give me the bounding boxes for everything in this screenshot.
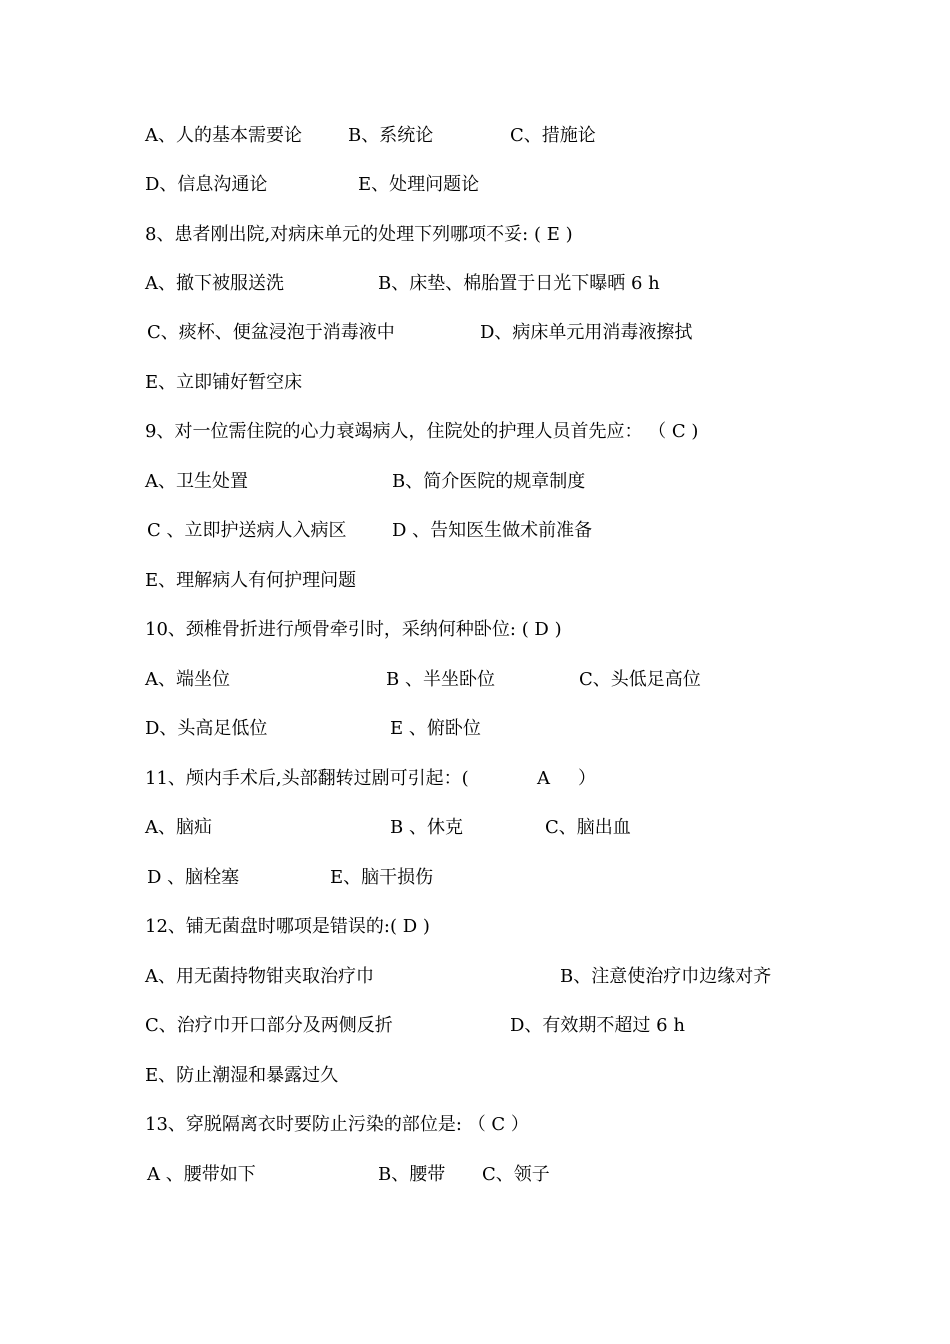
- option-d: D、有效期不超过 6 h: [510, 1015, 685, 1036]
- option-c: C、治疗巾开口部分及两侧反折: [145, 1015, 393, 1036]
- option-a: A、用无菌持物钳夹取治疗巾: [145, 966, 374, 987]
- option-line: [0, 368, 950, 398]
- option-line: [0, 121, 950, 151]
- option-d: D、头高足低位: [145, 718, 268, 739]
- question-line: [0, 615, 950, 645]
- option-c: C 、立即护送病人入病区: [147, 520, 347, 541]
- option-line: [0, 665, 950, 695]
- question-12: 12、铺无菌盘时哪项是错误的:( D ): [145, 916, 430, 937]
- option-e: E、脑干损伤: [330, 867, 434, 888]
- option-line: [0, 269, 950, 299]
- option-c: C、措施论: [510, 125, 596, 146]
- question-line: [0, 1110, 950, 1140]
- option-line: [0, 714, 950, 744]
- option-d: D、信息沟通论: [145, 174, 268, 195]
- option-a: A、端坐位: [145, 669, 230, 690]
- option-a: A、卫生处置: [145, 471, 248, 492]
- option-b: B、简介医院的规章制度: [392, 471, 586, 492]
- question-line: [0, 764, 950, 794]
- option-b: B、腰带: [378, 1164, 446, 1185]
- option-a: A、人的基本需要论: [145, 125, 302, 146]
- question-line: [0, 417, 950, 447]
- option-e: E 、俯卧位: [390, 718, 481, 739]
- option-c: C、脑出血: [545, 817, 631, 838]
- option-line: [0, 318, 950, 348]
- option-e: E、理解病人有何护理问题: [145, 570, 357, 591]
- question-9: 9、对一位需住院的心力衰竭病人，住院处的护理人员首先应： （ C ): [145, 421, 699, 442]
- option-line: [0, 170, 950, 200]
- option-d: D、病床单元用消毒液擦拭: [480, 322, 693, 343]
- option-a: A、撤下被服送洗: [145, 273, 284, 294]
- question-13: 13、穿脱隔离衣时要防止污染的部位是: （ C ）: [145, 1114, 529, 1135]
- closing-paren: ）: [578, 768, 596, 789]
- option-e: E、立即铺好暂空床: [145, 372, 303, 393]
- question-10: 10、颈椎骨折进行颅骨牵引时，采纳何种卧位: ( D ): [145, 619, 562, 640]
- option-line: [0, 863, 950, 893]
- option-b: B 、半坐卧位: [386, 669, 495, 690]
- option-a: A 、腰带如下: [147, 1164, 256, 1185]
- question-11: 11、颅内手术后,头部翻转过剧可引起：(: [145, 768, 469, 789]
- option-line: [0, 1011, 950, 1041]
- option-line: [0, 1160, 950, 1190]
- option-a: A、脑疝: [145, 817, 212, 838]
- option-line: [0, 1061, 950, 1091]
- option-line: [0, 467, 950, 497]
- option-line: [0, 813, 950, 843]
- option-d: D 、脑栓塞: [147, 867, 240, 888]
- answer-mark: A: [537, 768, 550, 789]
- option-b: B、床垫、棉胎置于日光下曝晒 6 h: [378, 273, 660, 294]
- option-line: [0, 962, 950, 992]
- question-8: 8、患者刚出院,对病床单元的处理下列哪项不妥: ( E ): [145, 224, 573, 245]
- option-b: B 、休克: [390, 817, 463, 838]
- option-b: B、系统论: [348, 125, 434, 146]
- option-c: C、头低足高位: [579, 669, 701, 690]
- option-e: E、防止潮湿和暴露过久: [145, 1065, 339, 1086]
- option-line: [0, 516, 950, 546]
- option-line: [0, 566, 950, 596]
- option-c: C、领子: [482, 1164, 550, 1185]
- option-c: C、痰杯、便盆浸泡于消毒液中: [147, 322, 395, 343]
- option-b: B、注意使治疗巾边缘对齐: [560, 966, 772, 987]
- question-line: [0, 220, 950, 250]
- question-line: [0, 912, 950, 942]
- option-d: D 、告知医生做术前准备: [392, 520, 593, 541]
- option-e: E、处理问题论: [358, 174, 480, 195]
